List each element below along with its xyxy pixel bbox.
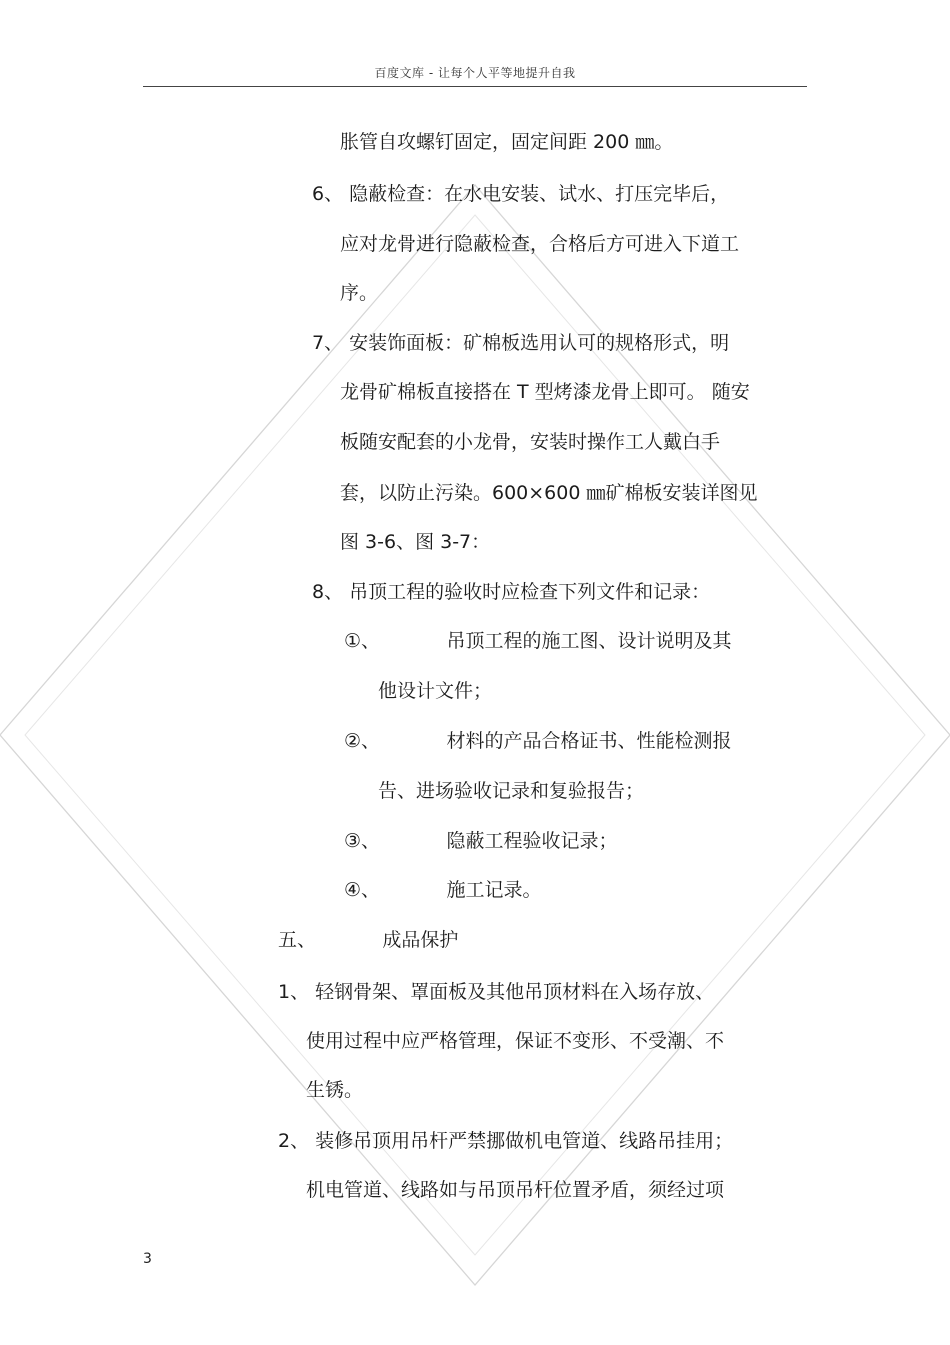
- text-line-12: 他设计文件；: [378, 680, 493, 702]
- text-line-4: 序。: [340, 282, 379, 304]
- page-number: 3: [143, 1251, 152, 1267]
- text-line-2: 6、 隐蔽检查：在水电安装、试水、打压完毕后，: [312, 183, 730, 205]
- text-line-10: 8、 吊顶工程的验收时应检查下列文件和记录：: [312, 581, 711, 603]
- text-line-20: 生锈。: [306, 1079, 364, 1101]
- header-divider: [143, 86, 807, 87]
- text-line-5: 7、 安装饰面板：矿棉板选用认可的规格形式，明: [312, 332, 730, 354]
- text-line-1: 胀管自攻螺钉固定，固定间距 200 ㎜。: [340, 131, 674, 153]
- text-line-18: 1、 轻钢骨架、罩面板及其他吊顶材料在入场存放、: [278, 981, 715, 1003]
- text-line-16: ④、 施工记录。: [344, 879, 542, 901]
- section-heading: 五、 成品保护: [278, 929, 459, 951]
- text-line-13: ②、 材料的产品合格证书、性能检测报: [344, 730, 732, 752]
- text-line-22: 机电管道、线路如与吊顶吊杆位置矛盾，须经过项: [306, 1179, 725, 1201]
- text-line-6: 龙骨矿棉板直接搭在 T 型烤漆龙骨上即可。 随安: [340, 381, 750, 403]
- page-header: 百度文库 - 让每个人平等地提升自我: [374, 66, 576, 80]
- text-line-19: 使用过程中应严格管理，保证不变形、不受潮、不: [306, 1030, 725, 1052]
- text-line-3: 应对龙骨进行隐蔽检查，合格后方可进入下道工: [340, 233, 740, 255]
- text-line-15: ③、 隐蔽工程验收记录；: [344, 830, 618, 852]
- text-line-7: 板随安配套的小龙骨，安装时操作工人戴白手: [340, 431, 721, 453]
- text-line-21: 2、 装修吊顶用吊杆严禁挪做机电管道、线路吊挂用；: [278, 1130, 734, 1152]
- text-line-11: ①、 吊顶工程的施工图、设计说明及其: [344, 630, 732, 652]
- text-line-9: 图 3-6、图 3-7：: [340, 531, 491, 553]
- text-line-14: 告、进场验收记录和复验报告；: [378, 780, 645, 802]
- text-line-8: 套，以防止污染。600×600 ㎜矿棉板安装详图见: [340, 482, 758, 504]
